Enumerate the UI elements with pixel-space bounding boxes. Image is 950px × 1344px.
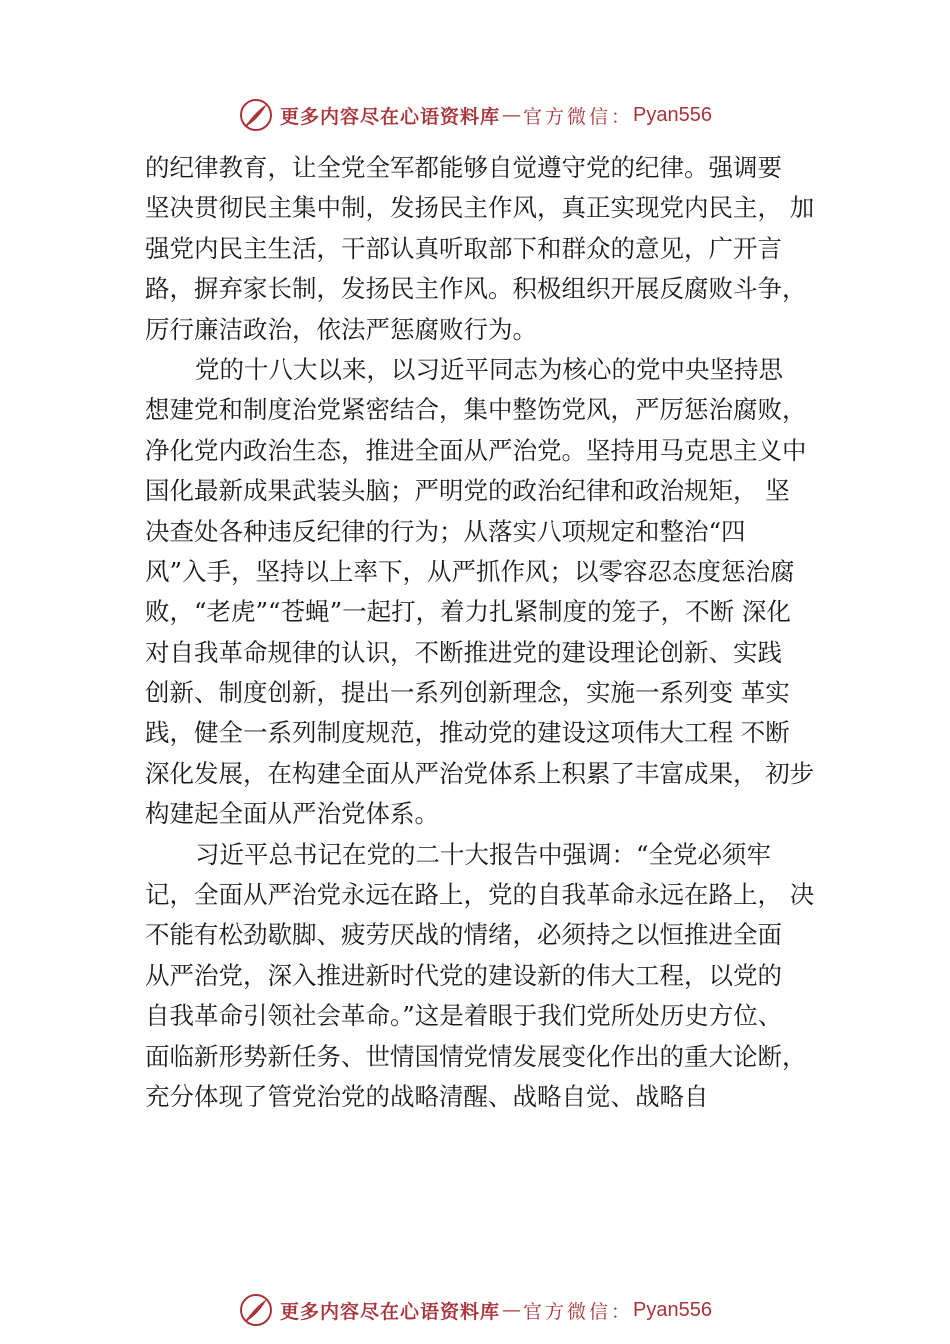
text-line: 净化党内政治生态，推进全面从严治党。坚持用马克思主义中 (145, 435, 807, 465)
text-line: 深化发展，在构建全面从严治党体系上积累了丰富成果， 初步 (145, 758, 815, 788)
watermark-separator: — (502, 104, 522, 126)
header-watermark-banner (238, 95, 758, 135)
watermark-wechat-id: Pyan556 (633, 103, 712, 126)
text-line: 面临新形势新任务、世情国情党情发展变化作出的重大论断， (145, 1041, 807, 1071)
quill-pen-logo-icon (238, 1292, 274, 1328)
text-line: 强党内民主生活，干部认真听取部下和群众的意见，广开言 (145, 233, 782, 263)
watermark-brand-text: 更多内容尽在心语资料库 (280, 1300, 501, 1323)
text-line: 国化最新成果武装头脑；严明党的政治纪律和政治规矩， 坚 (145, 476, 790, 506)
text-line: 对自我革命规律的认识，不断推进党的建设理论创新、实践 (145, 637, 782, 667)
text-line: 充分体现了管党治党的战略清醒、战略自觉、战略自 (145, 1081, 709, 1111)
text-line: 厉行廉洁政治，依法严惩腐败行为。 (145, 314, 537, 344)
text-line: 败，“老虎”“苍蝇”一起打，着力扎紧制度的笼子，不断 深化 (145, 597, 791, 627)
text-line: 构建起全面从严治党体系。 (145, 799, 439, 829)
quill-pen-logo-icon (238, 97, 274, 133)
text-line: 践，健全一系列制度规范，推动党的建设这项伟大工程 不断 (145, 718, 790, 748)
paragraph-first-line: 党的十八大以来，以习近平同志为核心的党中央坚持思 (195, 354, 783, 384)
text-line: 从严治党，深入推进新时代党的建设新的伟大工程，以党的 (145, 960, 782, 990)
text-line: 风”入手，坚持以上率下，从严抓作风；以零容忍态度惩治腐 (145, 556, 795, 586)
text-line: 坚决贯彻民主集中制，发扬民主作风，真正实现党内民主， 加 (145, 193, 815, 223)
text-line: 不能有松劲歇脚、疲劳厌战的情绪，必须持之以恒推进全面 (145, 920, 782, 950)
text-line: 路，摒弃家长制，发扬民主作风。积极组织开展反腐败斗争， (145, 274, 807, 304)
text-line: 创新、制度创新，提出一系列创新理念，实施一系列变 革实 (145, 678, 790, 708)
watermark-separator: — (502, 1299, 522, 1321)
paragraph-first-line: 习近平总书记在党的二十大报告中强调：“全党必须牢 (195, 839, 772, 869)
text-line: 记，全面从严治党永远在路上，党的自我革命永远在路上， 决 (145, 880, 815, 910)
text-line: 决查处各种违反纪律的行为；从落实八项规定和整治“四 (145, 516, 746, 546)
text-line: 的纪律教育，让全党全军都能够自觉遵守党的纪律。强调要 (145, 153, 782, 182)
text-line: 想建党和制度治党紧密结合，集中整饬党风，严厉惩治腐败， (145, 395, 807, 425)
document-body (145, 148, 835, 1117)
footer-watermark-banner (238, 1290, 758, 1330)
watermark-brand-text: 更多内容尽在心语资料库 (280, 105, 501, 128)
text-line: 自我革命引领社会革命。”这是着眼于我们党所处历史方位、 (145, 1001, 783, 1031)
watermark-wechat-label: 官方微信： (523, 1300, 634, 1323)
watermark-wechat-label: 官方微信： (523, 105, 634, 128)
watermark-wechat-id: Pyan556 (633, 1298, 712, 1321)
